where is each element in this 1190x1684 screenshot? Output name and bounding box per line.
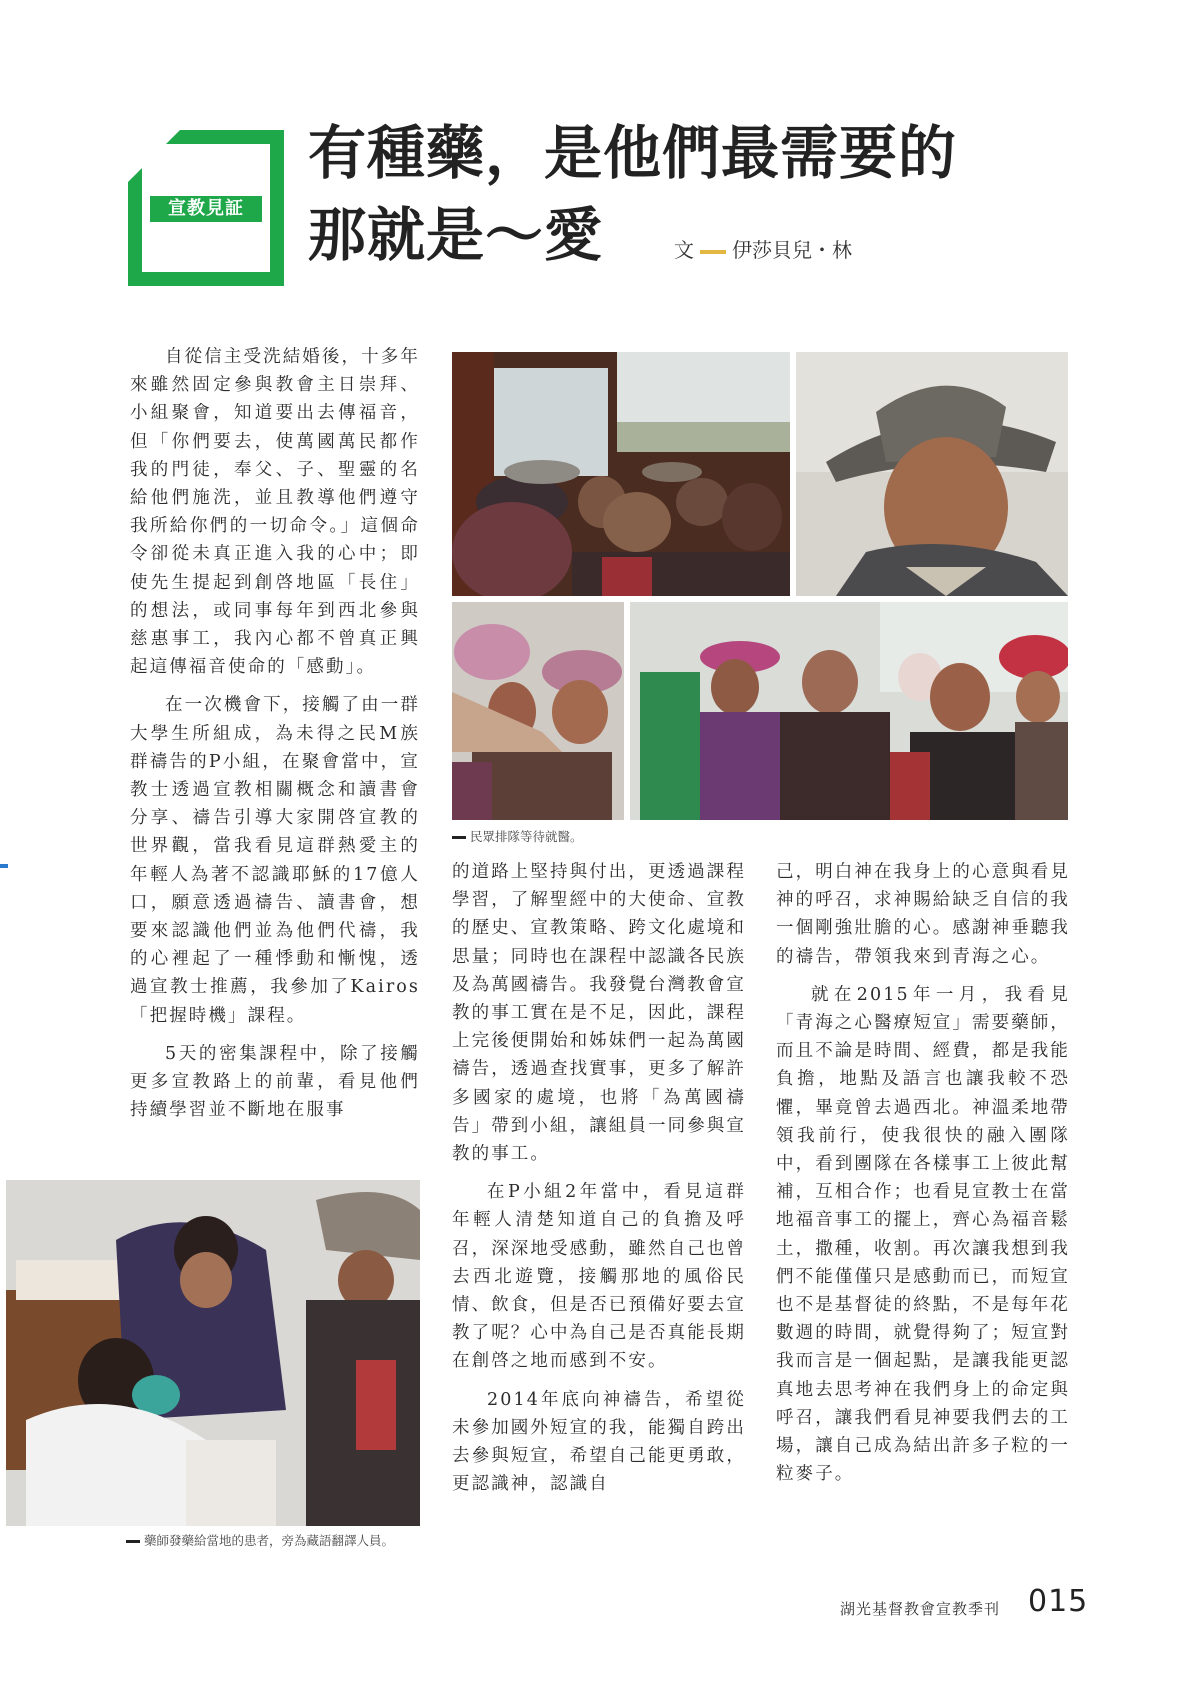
article-title-line-2: 那就是～愛 [308,201,604,269]
col1-paragraph-3: 5天的密集課程中，除了接觸更多宣教路上的前輩，看見他們持續學習並不斷地在服事 [130,1043,420,1121]
byline-author: 伊莎貝兒・林 [732,238,852,262]
photo-women-waiting [452,602,624,820]
text-column-1 [130,343,420,1134]
article-title-line-1: 有種藥，是他們最需要的 [308,119,958,187]
photo-crowd-at-door [452,352,790,596]
col3-paragraph-2: 就在2015年一月，我看見「青海之心醫療短宣」需要藥師，而且不論是時間、經費，都是我能負擔，地點及語言也讓我較不恐懼，畢竟曾去過西北。神溫柔地帶領我前行，使我很快的融入團隊中，看到團隊在各樣事工上彼此幫補，互相合作；也看見宣教士在當地福音事工的擺上，齊心為福音鬆土，撒種，收割。再次讓我想到我們不能僅僅只是感動而已，而短宣也不是基督徒的終點，不是每年花數週的時間，就覺得夠了；短宣對我而言是一個起點，是讓我能更認真地去思考神在我們身上的命定與呼召，讓我們看見神要我們去的工場，讓自己成為結出許多子粒的一粒麥子。 [776,984,1070,1485]
section-badge-notch [128,130,180,182]
page-number: 015 [1028,1584,1089,1619]
photo-pharmacist-dispensing [6,1180,420,1526]
byline-prefix: 文 [674,238,694,262]
col3-paragraph-1: 己，明白神在我身上的心意與看見神的呼召，求神賜給缺乏自信的我一個剛強壯膽的心。感謝神垂聽我的禱告，帶領我來到青海之心。 [776,862,1070,967]
margin-marker [0,864,8,868]
text-column-2 [452,858,746,1508]
photo-elderly-man-portrait [796,352,1068,596]
col2-paragraph-1: 的道路上堅持與付出，更透過課程學習，了解聖經中的大使命、宣教的歷史、宣教策略、跨文化處境和思量；同時也在課程中認識各民族及為萬國禱告。我發覺台灣教會宣教的事工實在是不足，因此，課程上完後便開始和姊妹們一起為萬國禱告，透過查找實事，更多了解許多國家的處境，也將「為萬國禱告」帶到小組，讓組員一同參與宣教的事工。 [452,862,746,1165]
publication-name: 湖光基督教會宣教季刊 [840,1600,1001,1618]
caption-bottom-photo-text: 藥師發藥給當地的患者，旁為藏語翻譯人員。 [144,1533,395,1548]
caption-bottom-photo [126,1532,426,1549]
section-badge-label: 宣教見証 [150,196,262,222]
caption-top-photos-text: 民眾排隊等待就醫。 [470,829,583,844]
text-column-3 [776,858,1070,1498]
byline [674,234,852,263]
byline-dash [700,250,726,254]
col2-paragraph-3: 2014年底向神禱告，希望從未參加國外短宣的我，能獨自跨出去參與短宣，希望自己能更勇敢，更認識神，認識自 [452,1389,746,1495]
col1-paragraph-1: 自從信主受洗結婚後，十多年來雖然固定參與教會主日崇拜、小組聚會，知道要出去傳福音，但「你們要去，使萬國萬民都作我的門徒，奉父、子、聖靈的名給他們施洗，並且教導他們遵守我所給你們的一切命令。」這個命令卻從未真正進入我的心中；即使先生提起到創啓地區「長住」的想法，或同事每年到西北參與慈惠事工，我內心都不曾真正興起這傳福音使命的「感動」。 [130,347,420,678]
col1-paragraph-2: 在一次機會下，接觸了由一群大學生所組成，為未得之民M族群禱告的P小組，在聚會當中，宣教士透過宣教相關概念和讀書會分享、禱告引導大家開啓宣教的世界觀，當我看見這群熱愛主的年輕人為著不認識耶穌的17億人口，願意透過禱告、讀書會，想要來認識他們並為他們代禱，我的心裡起了一種悸動和慚愧，透過宣教士推薦，我參加了Kairos「把握時機」課程。 [130,695,420,1026]
caption-top-photos [452,828,583,845]
caption-bar [126,1540,140,1543]
col2-paragraph-2: 在P小組2年當中，看見這群年輕人清楚知道自己的負擔及呼召，深深地受感動，雖然自己也曾去西北遊覽，接觸那地的風俗民情、飲食，但是否已預備好要去宣教了呢？心中為自己是否真能長期在創啓之地而感到不安。 [452,1182,746,1372]
photo-elderly-women-seated [630,602,1068,820]
caption-bar [452,836,466,839]
